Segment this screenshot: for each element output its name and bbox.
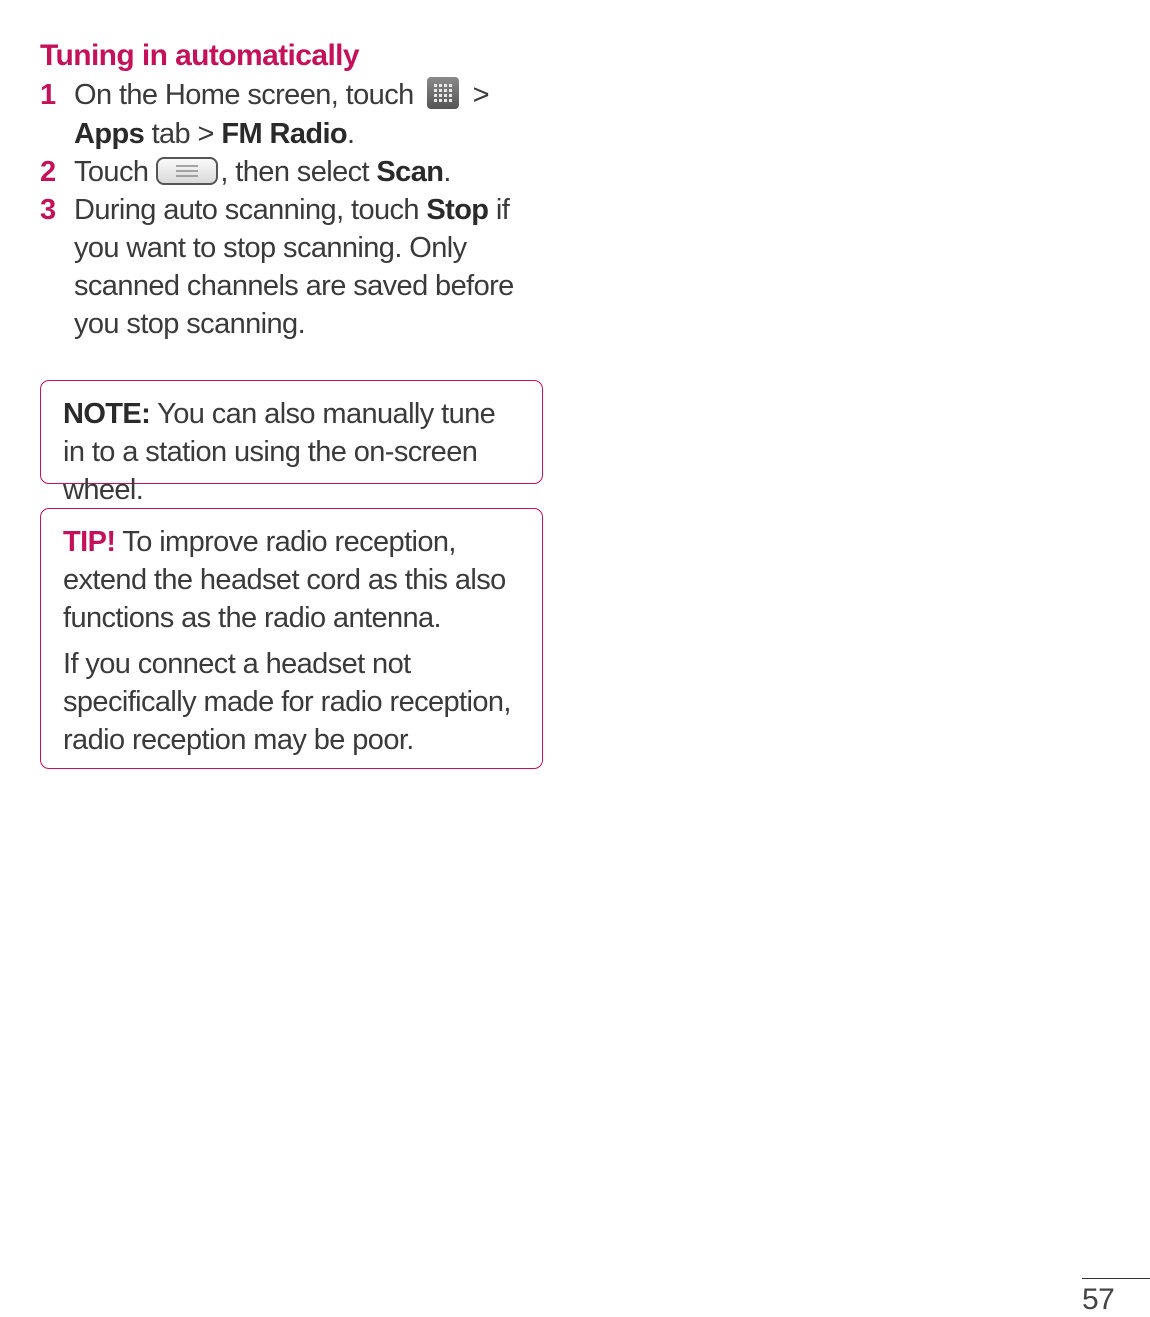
step-text: > [465,79,489,111]
page-number: 57 [1082,1283,1115,1316]
fm-radio-label: FM Radio [221,118,348,151]
step-number: 3 [40,194,56,227]
step-number: 2 [40,156,56,189]
step-text: tab > [144,118,222,151]
note-body: You can also manually tune in to a station using the on-screen wheel. [63,398,496,506]
apps-tab-label: Apps [74,118,145,151]
apps-grid-icon [427,77,459,109]
step-1 [40,76,543,153]
step-text: On the Home screen, touch [74,79,414,111]
tip-box [40,508,543,769]
step-text: During auto scanning, touch [74,194,427,227]
note-box [40,380,543,506]
step-text: if you want to stop scanning. Only scanned channels are saved before you stop scanning. [74,194,514,341]
tip-paragraph [63,523,520,637]
section-heading: Tuning in automatically [40,39,359,72]
tip-body: To improve radio reception, extend the headset cord as this also functions as the radio antenna. [63,526,506,634]
tip-paragraph-2: If you connect a headset not specifically made for radio reception, radio reception may be poor. [63,648,511,756]
scan-label: Scan [376,156,444,189]
stop-label: Stop [426,194,489,227]
tip-label: TIP! [63,526,116,558]
step-text: , then select [220,156,377,189]
step-text: Touch [74,156,149,189]
note-text [63,395,520,509]
page-number-rule [1082,1278,1150,1279]
step-text: . [443,156,451,189]
step-2 [40,153,543,191]
instructions-section [40,36,543,343]
step-number: 1 [40,79,56,111]
menu-key-icon [156,157,218,185]
step-3 [40,191,543,343]
step-text: . [347,118,355,151]
note-label: NOTE: [63,398,151,430]
